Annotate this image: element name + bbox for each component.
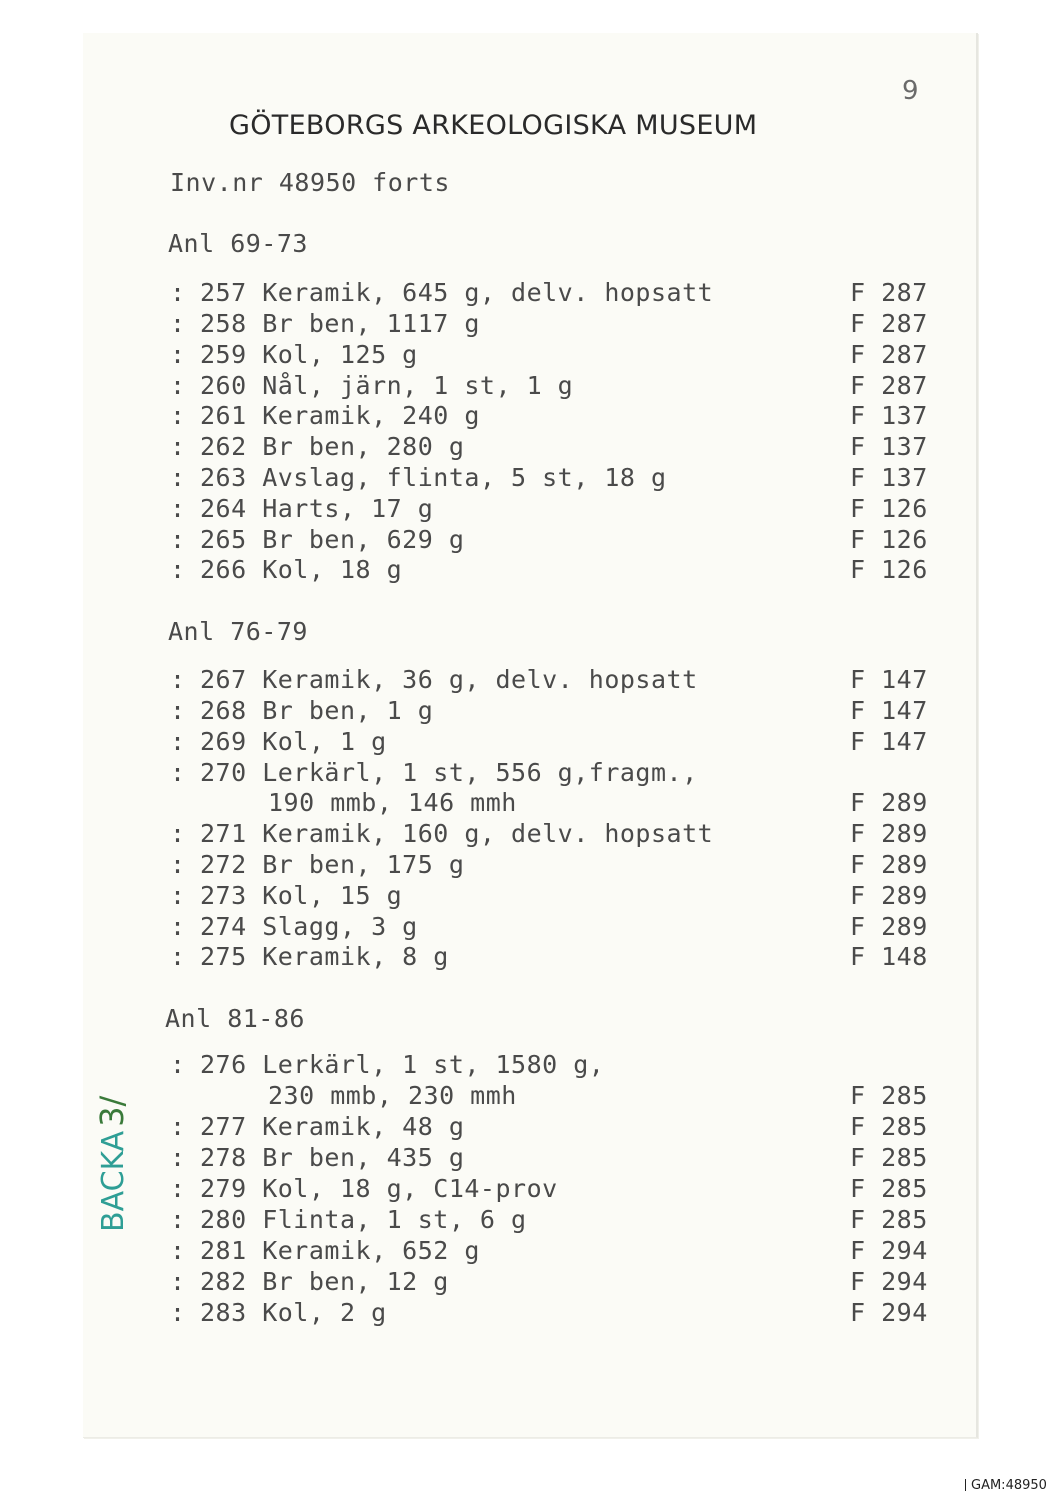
row-entry: 263 Avslag, flinta, 5 st, 18 g bbox=[200, 463, 667, 492]
row-entry: 280 Flinta, 1 st, 6 g bbox=[200, 1205, 527, 1234]
row-colon: : bbox=[170, 525, 186, 554]
row-entry: 262 Br ben, 280 g bbox=[200, 432, 465, 461]
backa-stamp bbox=[93, 1072, 139, 1232]
row-colon: : bbox=[170, 758, 186, 787]
row-entry: 275 Keramik, 8 g bbox=[200, 942, 449, 971]
row-entry: 271 Keramik, 160 g, delv. hopsatt bbox=[200, 819, 714, 848]
row-colon: : bbox=[170, 340, 186, 369]
row-colon: : bbox=[170, 665, 186, 694]
row-f-code: F 287 bbox=[850, 278, 928, 307]
row-entry: 277 Keramik, 48 g bbox=[200, 1112, 465, 1141]
row-entry: 282 Br ben, 12 g bbox=[200, 1267, 449, 1296]
row-colon: : bbox=[170, 727, 186, 756]
row-entry: 281 Keramik, 652 g bbox=[200, 1236, 480, 1265]
row-f-code: F 148 bbox=[850, 942, 928, 971]
row-colon: : bbox=[170, 912, 186, 941]
section-heading: Anl 76-79 bbox=[168, 617, 308, 646]
stamp-number: 3/ bbox=[93, 1095, 131, 1127]
section-heading: Anl 81-86 bbox=[165, 1004, 305, 1033]
row-f-code: F 285 bbox=[850, 1174, 928, 1203]
row-colon: : bbox=[170, 942, 186, 971]
row-f-code: F 137 bbox=[850, 432, 928, 461]
row-entry: 267 Keramik, 36 g, delv. hopsatt bbox=[200, 665, 698, 694]
row-f-code: F 285 bbox=[850, 1143, 928, 1172]
row-colon: : bbox=[170, 881, 186, 910]
row-f-code: F 294 bbox=[850, 1267, 928, 1296]
catalogue-id bbox=[965, 1478, 1047, 1493]
row-colon: : bbox=[170, 850, 186, 879]
row-entry: 279 Kol, 18 g, C14-prov bbox=[200, 1174, 558, 1203]
row-entry: 283 Kol, 2 g bbox=[200, 1298, 387, 1327]
row-colon: : bbox=[170, 401, 186, 430]
row-entry: 257 Keramik, 645 g, delv. hopsatt bbox=[200, 278, 714, 307]
row-f-code: F 147 bbox=[850, 696, 928, 725]
row-colon: : bbox=[170, 1267, 186, 1296]
row-f-code: F 289 bbox=[850, 850, 928, 879]
row-entry: 258 Br ben, 1117 g bbox=[200, 309, 480, 338]
row-f-code: F 287 bbox=[850, 309, 928, 338]
row-colon: : bbox=[170, 555, 186, 584]
row-colon: : bbox=[170, 696, 186, 725]
row-entry: 273 Kol, 15 g bbox=[200, 881, 403, 910]
row-colon: : bbox=[170, 1143, 186, 1172]
row-f-code: F 285 bbox=[850, 1081, 928, 1110]
row-entry-continuation: 230 mmb, 230 mmh bbox=[268, 1081, 517, 1110]
row-colon: : bbox=[170, 1174, 186, 1203]
row-colon: : bbox=[170, 1050, 186, 1079]
row-entry: 264 Harts, 17 g bbox=[200, 494, 434, 523]
row-f-code: F 137 bbox=[850, 401, 928, 430]
row-colon: : bbox=[170, 463, 186, 492]
row-colon: : bbox=[170, 1205, 186, 1234]
row-f-code: F 294 bbox=[850, 1298, 928, 1327]
page-number: 9 bbox=[902, 76, 919, 106]
bracket-mark bbox=[965, 1479, 970, 1491]
row-f-code: F 287 bbox=[850, 371, 928, 400]
row-f-code: F 287 bbox=[850, 340, 928, 369]
row-colon: : bbox=[170, 309, 186, 338]
catalogue-id-text: GAM:48950 bbox=[971, 1478, 1047, 1493]
row-colon: : bbox=[170, 494, 186, 523]
row-entry: 274 Slagg, 3 g bbox=[200, 912, 418, 941]
row-colon: : bbox=[170, 371, 186, 400]
stamp-text: BACKA bbox=[96, 1130, 131, 1232]
row-colon: : bbox=[170, 1236, 186, 1265]
row-entry: 269 Kol, 1 g bbox=[200, 727, 387, 756]
row-entry: 259 Kol, 125 g bbox=[200, 340, 418, 369]
row-entry: 265 Br ben, 629 g bbox=[200, 525, 465, 554]
row-colon: : bbox=[170, 819, 186, 848]
row-entry-continuation: 190 mmb, 146 mmh bbox=[268, 788, 517, 817]
row-colon: : bbox=[170, 1112, 186, 1141]
section-heading: Anl 69-73 bbox=[168, 229, 308, 258]
row-entry: 266 Kol, 18 g bbox=[200, 555, 403, 584]
row-f-code: F 285 bbox=[850, 1205, 928, 1234]
row-f-code: F 289 bbox=[850, 819, 928, 848]
row-entry: 261 Keramik, 240 g bbox=[200, 401, 480, 430]
row-f-code: F 126 bbox=[850, 494, 928, 523]
row-f-code: F 289 bbox=[850, 788, 928, 817]
row-entry: 270 Lerkärl, 1 st, 556 g,fragm., bbox=[200, 758, 698, 787]
row-f-code: F 289 bbox=[850, 912, 928, 941]
row-f-code: F 289 bbox=[850, 881, 928, 910]
row-colon: : bbox=[170, 432, 186, 461]
row-f-code: F 294 bbox=[850, 1236, 928, 1265]
row-entry: 278 Br ben, 435 g bbox=[200, 1143, 465, 1172]
row-entry: 268 Br ben, 1 g bbox=[200, 696, 434, 725]
row-f-code: F 126 bbox=[850, 555, 928, 584]
row-entry: 272 Br ben, 175 g bbox=[200, 850, 465, 879]
row-f-code: F 126 bbox=[850, 525, 928, 554]
inventory-number: Inv.nr 48950 forts bbox=[170, 168, 450, 197]
row-f-code: F 147 bbox=[850, 665, 928, 694]
row-f-code: F 147 bbox=[850, 727, 928, 756]
row-colon: : bbox=[170, 1298, 186, 1327]
row-colon: : bbox=[170, 278, 186, 307]
row-f-code: F 285 bbox=[850, 1112, 928, 1141]
museum-heading: GÖTEBORGS ARKEOLOGISKA MUSEUM bbox=[229, 110, 758, 141]
row-entry: 260 Nål, järn, 1 st, 1 g bbox=[200, 371, 574, 400]
row-entry: 276 Lerkärl, 1 st, 1580 g, bbox=[200, 1050, 605, 1079]
row-f-code: F 137 bbox=[850, 463, 928, 492]
